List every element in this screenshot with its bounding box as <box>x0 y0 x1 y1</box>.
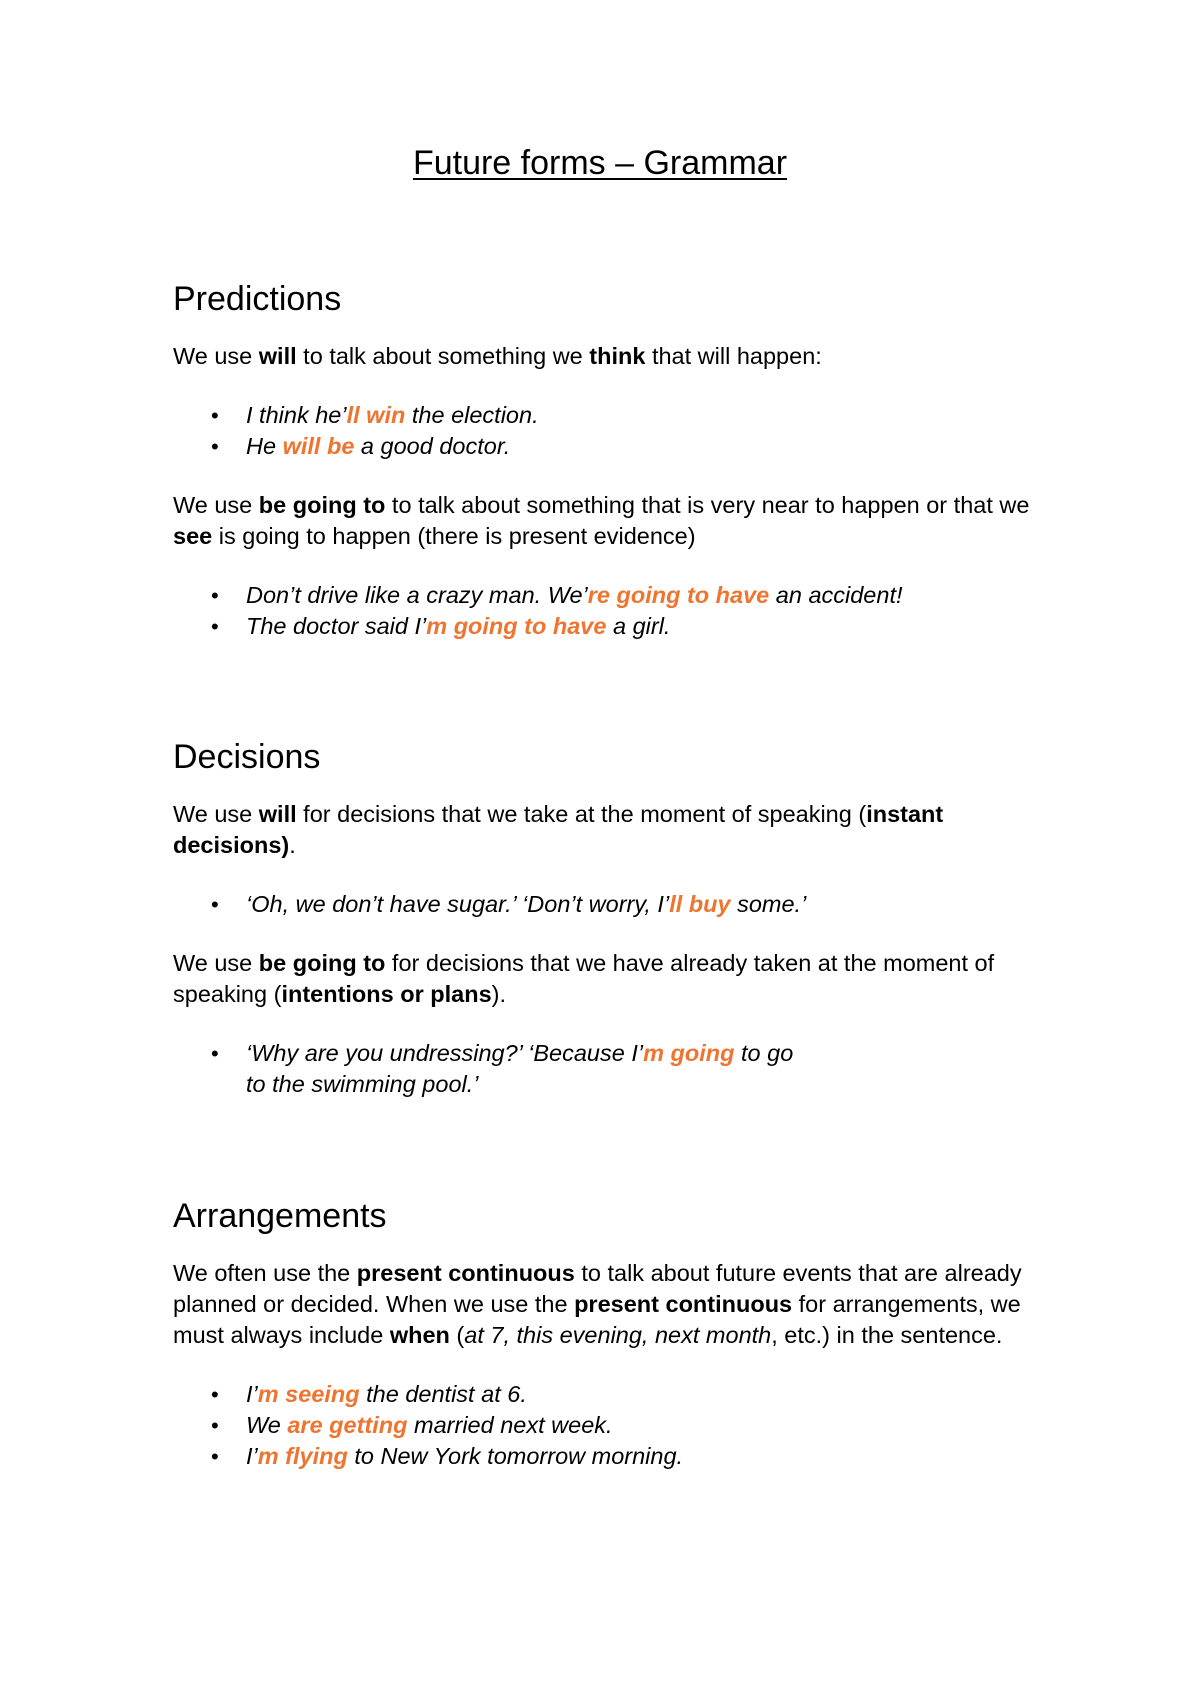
rule-keyword: present continuous <box>574 1291 793 1317</box>
arrangements-rule <box>173 1258 1053 1351</box>
rule-text: We use <box>173 343 259 369</box>
page-title-text: Future forms – Grammar <box>412 144 788 182</box>
example-item <box>173 611 1053 642</box>
rule-text: We use <box>173 950 259 976</box>
bullet-icon: • <box>211 1444 219 1469</box>
rule-text: for arrangements, we must always include <box>173 1291 1021 1348</box>
rule-text: for decisions that we take at the moment of speaking ( <box>296 801 867 827</box>
decisions-going-to-examples <box>173 1038 813 1100</box>
rule-text: We use <box>173 492 259 518</box>
example-highlight: ll win <box>346 402 406 428</box>
example-text: to go to the swimming pool.’ <box>246 1040 794 1097</box>
example-text: a good doctor. <box>354 433 511 459</box>
example-highlight: m going <box>643 1040 735 1066</box>
section-decisions <box>173 737 1053 1100</box>
bullet-icon: • <box>211 1382 219 1407</box>
rule-keyword: will <box>258 343 297 369</box>
example-item <box>173 431 1053 462</box>
rule-text: to talk about future events that are already planned or decided. When we use the <box>173 1260 1022 1317</box>
predictions-will-examples <box>173 400 1053 462</box>
example-highlight: ll buy <box>669 891 731 917</box>
bullet-icon: • <box>211 614 219 639</box>
rule-keyword: be going to <box>258 492 386 518</box>
example-item <box>173 1379 1053 1410</box>
example-text: I’ <box>246 1443 258 1469</box>
predictions-going-to-rule <box>173 490 1053 552</box>
example-text: the dentist at 6. <box>359 1381 527 1407</box>
example-highlight: m seeing <box>257 1381 360 1407</box>
example-text: ‘Oh, we don’t have sugar.’ ‘Don’t worry, I’ <box>246 891 670 917</box>
example-text: I’ <box>246 1381 258 1407</box>
example-item <box>173 580 1053 611</box>
example-text: I think he’ <box>246 402 347 428</box>
example-text: The doctor said I’ <box>246 613 427 639</box>
rule-text: to talk about something we <box>296 343 590 369</box>
rule-keyword: think <box>589 343 646 369</box>
example-highlight: m going to have <box>426 613 607 639</box>
example-highlight: will be <box>282 433 355 459</box>
rule-keyword: instant decisions) <box>173 801 944 858</box>
predictions-going-to-examples <box>173 580 1053 642</box>
rule-keyword: present continuous <box>356 1260 575 1286</box>
rule-keyword: see <box>173 523 213 549</box>
example-text: the election. <box>405 402 539 428</box>
rule-text: We use <box>173 801 259 827</box>
example-highlight: re going to have <box>587 582 770 608</box>
example-text: married next week. <box>407 1412 613 1438</box>
example-item <box>173 1441 1053 1472</box>
example-text: We <box>246 1412 288 1438</box>
example-item <box>173 1038 813 1100</box>
rule-text: We often use the <box>173 1260 357 1286</box>
bullet-icon: • <box>211 1413 219 1438</box>
rule-text: that will happen: <box>645 343 822 369</box>
section-heading-predictions: Predictions <box>173 280 342 318</box>
rule-text: , etc.) in the sentence. <box>771 1322 1003 1348</box>
example-text: to New York tomorrow morning. <box>347 1443 684 1469</box>
example-text: an accident! <box>769 582 903 608</box>
section-heading-decisions: Decisions <box>173 738 321 776</box>
rule-text: to talk about something that is very near to happen or that we <box>385 492 1030 518</box>
section-arrangements <box>173 1196 1053 1472</box>
example-text: ‘Why are you undressing?’ ‘Because I’ <box>246 1040 644 1066</box>
rule-text: is going to happen (there is present evidence) <box>212 523 696 549</box>
bullet-icon: • <box>211 434 219 459</box>
rule-text: for decisions that we have already taken at the moment of speaking ( <box>173 950 995 1007</box>
bullet-icon: • <box>211 403 219 428</box>
bullet-icon: • <box>211 892 219 917</box>
decisions-will-examples <box>173 889 1053 920</box>
example-text: He <box>246 433 283 459</box>
example-highlight: m flying <box>257 1443 348 1469</box>
bullet-icon: • <box>211 583 219 608</box>
rule-examples-italic: at 7, this evening, next month <box>464 1322 772 1348</box>
rule-keyword: be going to <box>258 950 386 976</box>
page-title <box>0 143 1200 183</box>
example-text: a girl. <box>606 613 671 639</box>
section-predictions <box>173 279 1053 642</box>
section-heading-arrangements: Arrangements <box>173 1197 387 1235</box>
decisions-going-to-rule <box>173 948 1053 1010</box>
rule-keyword: when <box>389 1322 450 1348</box>
example-text: some.’ <box>730 891 807 917</box>
rule-keyword: intentions or plans <box>281 981 492 1007</box>
example-text: Don’t drive like a crazy man. We’ <box>246 582 588 608</box>
arrangements-examples <box>173 1379 1053 1472</box>
decisions-will-rule <box>173 799 1053 861</box>
predictions-will-rule <box>173 341 1053 372</box>
rule-keyword: will <box>258 801 297 827</box>
rule-text: ). <box>491 981 507 1007</box>
rule-text: . <box>289 832 296 858</box>
example-item <box>173 400 1053 431</box>
bullet-icon: • <box>211 1041 219 1066</box>
example-highlight: are getting <box>287 1412 408 1438</box>
example-item <box>173 1410 1053 1441</box>
example-item <box>173 889 1053 920</box>
rule-text: ( <box>449 1322 465 1348</box>
